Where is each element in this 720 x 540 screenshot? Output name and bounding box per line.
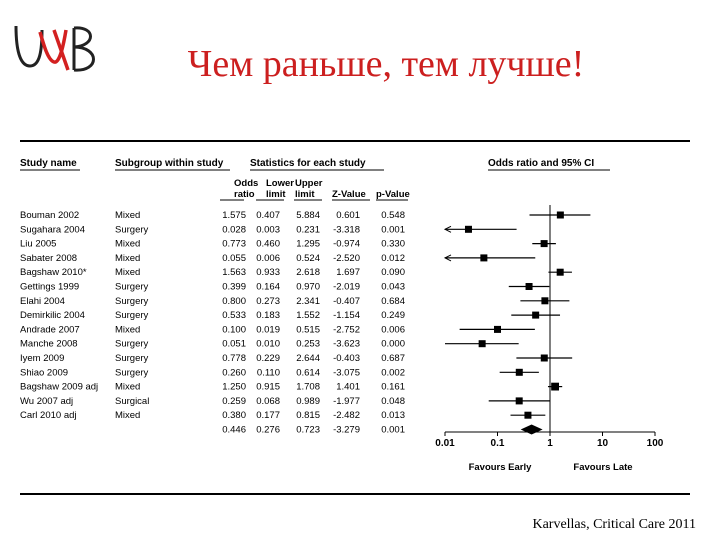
row-lower-limit: 0.177 [256,410,280,422]
header-lower-line1: Lower [266,178,294,189]
row-subgroup: Surgery [115,310,149,322]
row-lower-limit: 0.164 [256,281,280,293]
row-lower-limit: 0.003 [256,224,280,236]
row-p-value: 0.548 [381,210,405,221]
row-z-value: 1.697 [336,267,360,279]
row-odds-ratio: 0.380 [222,410,246,422]
row-study-name: Liu 2005 [20,238,57,250]
row-z-value: -3.623 [333,338,360,350]
row-lower-limit: 0.019 [256,324,280,336]
row-p-value: 0.006 [381,324,405,336]
point-estimate-square [557,269,564,276]
header-upper-line1: Upper [295,178,323,189]
forest-axis [435,205,664,473]
row-odds-ratio: 0.100 [222,324,246,336]
row-z-value: -1.154 [333,310,360,322]
row-p-value: 0.002 [381,367,405,379]
row-subgroup: Surgery [115,338,149,350]
row-upper-limit: 1.552 [296,310,320,322]
row-subgroup: Surgery [115,281,149,293]
row-z-value: -3.318 [333,224,360,236]
row-z-value: 1.401 [336,381,360,393]
pooled-lower-limit: 0.276 [256,424,280,436]
row-lower-limit: 0.407 [256,210,280,221]
point-estimate-square [541,240,548,247]
row-odds-ratio: 0.778 [222,353,246,364]
row-z-value: -3.075 [333,367,360,379]
row-study-name: Bouman 2002 [20,210,80,221]
row-lower-limit: 0.110 [256,367,280,379]
slide-title: Чем раньше, тем лучше! [187,43,585,85]
header-lower-line2: limit [266,189,286,200]
row-lower-limit: 0.183 [256,310,280,322]
row-study-name: Sugahara 2004 [20,224,85,236]
row-lower-limit: 0.229 [256,353,280,364]
row-odds-ratio: 1.250 [222,381,246,393]
row-study-name: Carl 2010 adj [20,410,77,422]
row-upper-limit: 0.989 [296,395,320,407]
point-estimate-square [541,297,548,304]
point-estimate-square [494,326,501,333]
point-estimate-square [557,212,564,219]
row-upper-limit: 0.614 [296,367,320,379]
row-odds-ratio: 0.773 [222,238,246,250]
x-tick-label: 10 [596,438,609,449]
pooled-odds-ratio: 0.446 [222,424,246,436]
row-upper-limit: 5.884 [296,210,320,221]
forest-headers [20,158,610,200]
row-upper-limit: 1.708 [296,381,320,393]
row-z-value: -0.407 [333,295,360,307]
point-estimate-square [526,283,533,290]
row-upper-limit: 0.231 [296,224,320,236]
row-upper-limit: 0.524 [296,252,320,264]
row-study-name: Bagshaw 2009 adj [20,381,99,393]
row-upper-limit: 2.341 [296,295,320,307]
pooled-p-value: 0.001 [381,424,405,436]
point-estimate-square [516,369,523,376]
point-estimate-square [532,312,539,319]
row-upper-limit: 2.618 [296,267,320,279]
header-upper-line2: limit [295,189,315,200]
row-subgroup: Mixed [115,210,141,221]
row-lower-limit: 0.010 [256,338,280,350]
point-estimate-square [516,397,523,404]
favours-left-label: Favours Early [468,462,532,473]
row-z-value: -2.520 [333,252,360,264]
row-p-value: 0.001 [381,224,405,236]
row-subgroup: Surgery [115,295,149,307]
forest-table [20,210,405,436]
row-z-value: -0.403 [333,353,360,364]
row-study-name: Elahi 2004 [20,295,65,307]
row-subgroup: Mixed [115,410,141,422]
row-upper-limit: 1.295 [296,238,320,250]
row-odds-ratio: 0.800 [222,295,246,307]
pooled-diamond [521,425,543,435]
row-study-name: Shiao 2009 [20,367,69,379]
row-subgroup: Mixed [115,267,141,279]
row-study-name: Manche 2008 [20,338,78,350]
row-upper-limit: 0.815 [296,410,320,422]
row-lower-limit: 0.460 [256,238,280,250]
row-p-value: 0.043 [381,281,405,293]
row-odds-ratio: 0.028 [222,224,246,236]
x-tick-label: 1 [547,438,553,449]
row-p-value: 0.012 [381,252,405,264]
row-p-value: 0.249 [381,310,405,322]
row-subgroup: Mixed [115,252,141,264]
row-upper-limit: 0.253 [296,338,320,350]
row-subgroup: Surgery [115,224,149,236]
row-p-value: 0.090 [381,267,405,279]
row-study-name: Bagshaw 2010* [20,267,87,279]
citation: Karvellas, Critical Care 2011 [532,517,696,532]
row-odds-ratio: 1.575 [222,210,246,221]
row-z-value: -2.482 [333,410,360,422]
row-p-value: 0.161 [381,381,405,393]
point-estimate-square [541,355,548,362]
header-or-line1: Odds [234,178,259,189]
row-subgroup: Mixed [115,324,141,336]
row-upper-limit: 0.515 [296,324,320,336]
row-upper-limit: 2.644 [296,353,320,364]
favours-right-label: Favours Late [573,462,633,473]
row-study-name: Andrade 2007 [20,324,80,336]
pooled-z-value: -3.279 [333,424,360,436]
point-estimate-square [480,254,487,261]
forest-marks [445,212,590,435]
x-tick-label: 100 [646,438,664,449]
point-estimate-square [465,226,472,233]
row-subgroup: Mixed [115,381,141,393]
row-study-name: Sabater 2008 [20,252,78,264]
row-lower-limit: 0.006 [256,252,280,264]
row-z-value: -1.977 [333,395,360,407]
row-subgroup: Surgery [115,353,149,364]
row-study-name: Gettings 1999 [20,281,80,293]
row-odds-ratio: 0.399 [222,281,246,293]
row-p-value: 0.048 [381,395,405,407]
row-p-value: 0.000 [381,338,405,350]
row-lower-limit: 0.068 [256,395,280,407]
row-z-value: 0.601 [336,210,360,221]
row-z-value: -0.974 [333,238,360,250]
row-p-value: 0.013 [381,410,405,422]
header-plot: Odds ratio and 95% CI [488,158,595,169]
row-odds-ratio: 0.259 [222,395,246,407]
row-odds-ratio: 0.260 [222,367,246,379]
row-z-value: -2.752 [333,324,360,336]
header-or-line2: ratio [234,189,255,200]
pooled-upper-limit: 0.723 [296,424,320,436]
x-tick-label: 0.01 [435,438,455,449]
row-study-name: Demirkilic 2004 [20,310,85,322]
header-subgroup: Subgroup within study [115,158,224,169]
row-odds-ratio: 1.563 [222,267,246,279]
point-estimate-square [551,383,559,391]
point-estimate-square [524,412,531,419]
x-tick-label: 0.1 [490,438,505,449]
row-subgroup: Surgery [115,367,149,379]
row-odds-ratio: 0.051 [222,338,246,350]
row-study-name: Iyem 2009 [20,353,65,364]
row-odds-ratio: 0.533 [222,310,246,322]
row-odds-ratio: 0.055 [222,252,246,264]
row-lower-limit: 0.933 [256,267,280,279]
header-study: Study name [20,158,77,169]
row-lower-limit: 0.273 [256,295,280,307]
row-p-value: 0.330 [381,238,405,250]
row-subgroup: Mixed [115,238,141,250]
header-z: Z-Value [332,189,366,200]
header-stats: Statistics for each study [250,158,366,169]
row-z-value: -2.019 [333,281,360,293]
row-lower-limit: 0.915 [256,381,280,393]
header-p: p-Value [376,189,410,200]
row-study-name: Wu 2007 adj [20,395,74,407]
point-estimate-square [479,340,486,347]
bottom-rule [20,493,690,495]
row-subgroup: Surgical [115,395,150,407]
row-upper-limit: 0.970 [296,281,320,293]
row-p-value: 0.687 [381,353,405,364]
row-p-value: 0.684 [381,295,405,307]
